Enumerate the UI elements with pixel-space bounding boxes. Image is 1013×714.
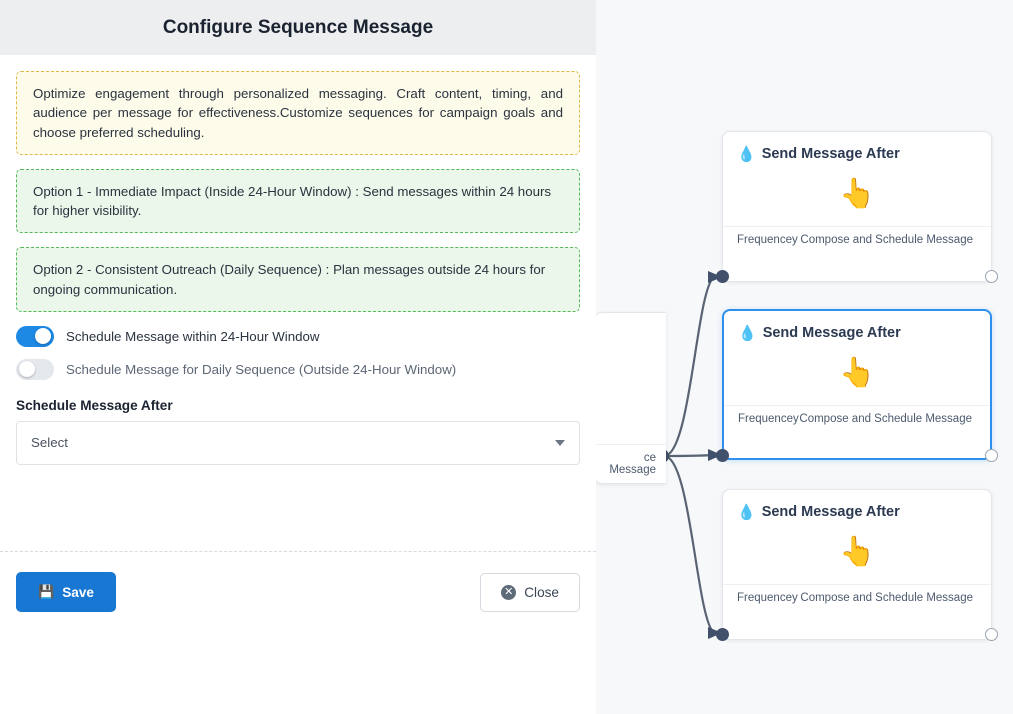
- close-button[interactable]: [480, 573, 580, 612]
- sequence-node-3[interactable]: [722, 489, 992, 640]
- node-1-frequency-label[interactable]: Frequencey: [737, 234, 798, 246]
- page-title: Configure Sequence Message: [162, 16, 434, 38]
- pointing-hand-icon: 👆: [838, 177, 876, 210]
- node-1-compose-label[interactable]: Compose and Schedule Message: [800, 234, 973, 246]
- save-disk-icon: 💾: [38, 584, 55, 599]
- toggle-schedule-within-24h[interactable]: [16, 326, 54, 347]
- node-2-input-port[interactable]: [716, 449, 729, 462]
- node-1-footer: [723, 226, 991, 253]
- node-2-body: [724, 341, 990, 405]
- toggle-knob: [35, 328, 51, 344]
- node-1-title: Send Message After: [761, 146, 900, 162]
- node-3-body: [723, 520, 991, 584]
- node-1-output-port[interactable]: [985, 270, 998, 283]
- option-2-note: Option 2 - Consistent Outreach (Daily Sequence) : Plan messages outside 24 hours for ongoing communication.: [16, 247, 580, 312]
- toggle-knob: [19, 361, 35, 377]
- pointing-hand-icon: 👆: [838, 356, 876, 389]
- node-3-output-port[interactable]: [985, 628, 998, 641]
- node-2-output-port[interactable]: [985, 449, 998, 462]
- toggle-daily-sequence-label: Schedule Message for Daily Sequence (Outside 24-Hour Window): [66, 361, 457, 377]
- node-1-body: [723, 162, 991, 226]
- node-3-footer: [723, 584, 991, 611]
- schedule-after-select[interactable]: [16, 421, 580, 465]
- node-3-header: [723, 490, 991, 520]
- node-1-header: [723, 132, 991, 162]
- node-2-title: Send Message After: [762, 325, 901, 341]
- save-button-label: Save: [62, 584, 94, 600]
- save-button[interactable]: [16, 572, 116, 612]
- panel-footer: [0, 552, 596, 632]
- toggle-row-daily[interactable]: [16, 359, 580, 380]
- node-3-frequency-label[interactable]: Frequencey: [737, 592, 798, 604]
- pointing-hand-icon: 👆: [838, 535, 876, 568]
- panel-body: [0, 55, 596, 465]
- schedule-after-label: Schedule Message After: [16, 397, 173, 413]
- info-note: Optimize engagement through personalized messaging. Craft content, timing, and audience per message for effectiveness.Customize sequences for campaign goals and choose preferred scheduling.: [16, 71, 580, 155]
- node-3-input-port[interactable]: [716, 628, 729, 641]
- panel-header: [0, 0, 596, 55]
- node-3-compose-label[interactable]: Compose and Schedule Message: [800, 592, 973, 604]
- upstream-node-footer-label: ce Message: [595, 444, 666, 483]
- node-3-title: Send Message After: [761, 504, 900, 520]
- toggle-schedule-daily-sequence[interactable]: [16, 359, 54, 380]
- node-2-compose-label[interactable]: Compose and Schedule Message: [799, 413, 972, 425]
- node-2-header: [724, 311, 990, 341]
- water-drop-icon: 💧: [737, 503, 756, 521]
- water-drop-icon: 💧: [737, 145, 756, 163]
- toggle-within-24h-label: Schedule Message within 24-Hour Window: [66, 328, 320, 344]
- close-circle-icon: ✕: [501, 585, 516, 600]
- sequence-node-2[interactable]: [722, 309, 992, 460]
- close-button-label: Close: [524, 584, 559, 600]
- toggle-row-24h[interactable]: [16, 326, 580, 347]
- water-drop-icon: 💧: [738, 324, 757, 342]
- node-2-footer: [724, 405, 990, 432]
- option-1-note: Option 1 - Immediate Impact (Inside 24-Hour Window) : Send messages within 24 hours for higher visibility.: [16, 169, 580, 234]
- flow-canvas[interactable]: [595, 0, 1013, 714]
- chevron-down-icon: [555, 440, 565, 446]
- upstream-node-partial[interactable]: [595, 312, 666, 484]
- schedule-after-value: Select: [31, 435, 68, 451]
- sequence-node-1[interactable]: [722, 131, 992, 282]
- node-2-frequency-label[interactable]: Frequencey: [738, 413, 799, 425]
- node-1-input-port[interactable]: [716, 270, 729, 283]
